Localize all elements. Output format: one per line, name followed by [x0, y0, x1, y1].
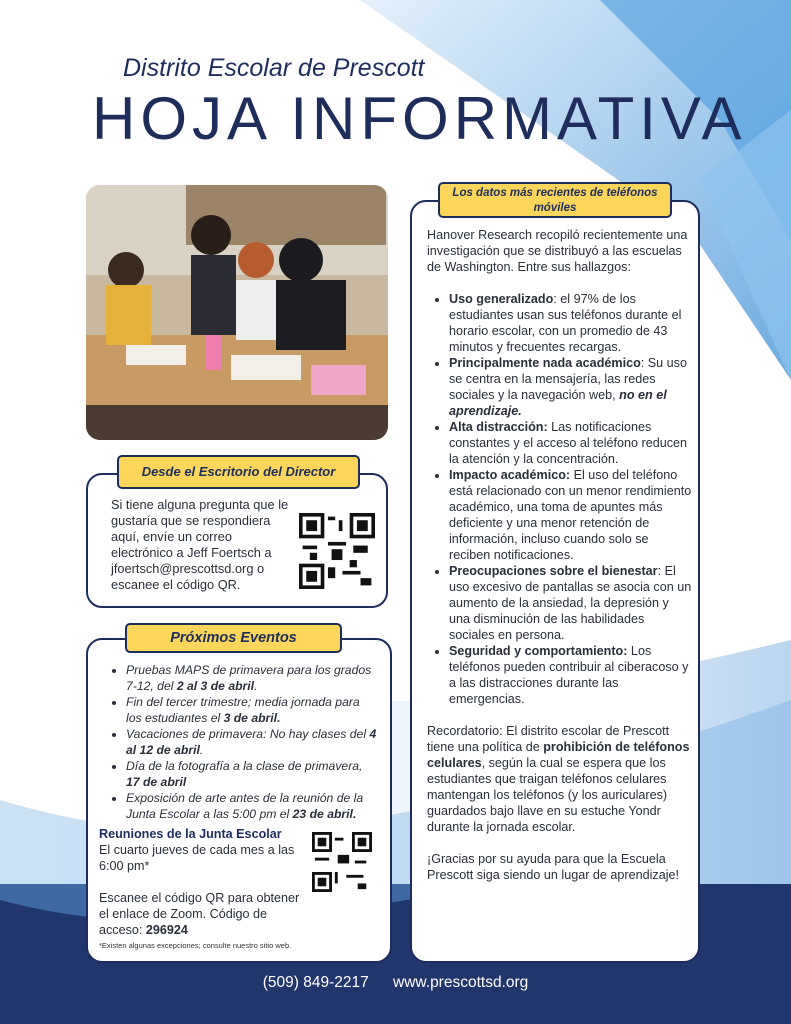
website-link[interactable]: www.prescottsd.org	[393, 974, 529, 991]
phones-content	[427, 227, 692, 883]
phones-box	[410, 200, 700, 963]
finding-item: • Impacto académico: El uso del teléfono está relacionado con un menor rendimiento académico, una toma de apuntes más deficiente y una menor retención de información, incluso cuando solo se reciben notificaciones.	[449, 467, 692, 563]
board-time: El cuarto jueves de cada mes a las 6:00 pm*	[99, 843, 295, 873]
director-qr-code[interactable]	[299, 513, 375, 589]
phones-heading: Los datos más recientes de teléfonos móviles	[438, 182, 672, 218]
thanks-message: ¡Gracias por su ayuda para que la Escuela Prescott siga siendo un lugar de aprendizaje!	[427, 852, 680, 882]
district-name: Distrito Escolar de Prescott	[123, 54, 425, 82]
event-item: • Pruebas MAPS de primavera para los grados 7-12, del 2 al 3 de abril.	[126, 662, 378, 694]
director-heading: Desde el Escritorio del Director	[117, 455, 360, 489]
event-item: • Vacaciones de primavera: No hay clases del 4 al 12 de abril.	[126, 726, 378, 758]
events-box	[86, 638, 392, 963]
policy-reminder: Recordatorio: El distrito escolar de Prescott tiene una política de prohibición de teléfonos celulares, según la cual se espera que los estudiantes que traigan teléfonos celulares mantengan los teléfonos (y los auriculares) guardados bajo llave en su estuche Yondr durante la jornada escolar.	[427, 724, 690, 834]
event-item: • Exposición de arte antes de la reunión de la Junta Escolar a las 5:00 pm el 23 de abril.	[126, 790, 378, 822]
board-info	[99, 826, 304, 938]
classroom-photo	[86, 185, 388, 440]
finding-item: • Preocupaciones sobre el bienestar: El uso excesivo de pantallas se asocia con un aumento de la ansiedad, la depresión y una disminución de las habilidades sociales en persona.	[449, 563, 692, 643]
board-heading: Reuniones de la Junta Escolar	[99, 827, 282, 841]
phones-intro: Hanover Research recopiló recientemente una investigación que se distribuyó a las escuelas de Washington. Entre sus hallazgos:	[427, 228, 688, 274]
phone-number: (509) 849-2217	[262, 974, 369, 991]
finding-item: • Seguridad y comportamiento: Los teléfonos pueden contribuir al ciberacoso y a las distracciones durante las emergencias.	[449, 643, 692, 707]
director-message: Si tiene alguna pregunta que le gustaría que se respondiera aquí, envíe un correo electrónico a Jeff Foertsch a jfoertsch@prescottsd.org o escanee el código QR.	[111, 497, 289, 592]
board-qr-text: Escanee el código QR para obtener el enlace de Zoom. Código de acceso:	[99, 891, 300, 937]
events-heading: Próximos Eventos	[125, 623, 342, 653]
event-item: • Fin del tercer trimestre; media jornada para los estudiantes el 3 de abril.	[126, 694, 378, 726]
events-list	[108, 662, 378, 822]
footnote: *Existen algunas excepciones; consulte nuestro sitio web.	[99, 941, 292, 950]
event-item: • Día de la fotografía a la clase de primavera, 17 de abril	[126, 758, 378, 790]
findings-list	[427, 291, 692, 707]
finding-item: • Principalmente nada académico: Su uso se centra en la mensajería, las redes sociales y la navegación web, no en el aprendizaje.	[449, 355, 692, 419]
finding-item: • Uso generalizado: el 97% de los estudiantes usan sus teléfonos durante el horario escolar, con un promedio de 43 minutos y frecuentes recargas.	[449, 291, 692, 355]
zoom-qr-code[interactable]	[312, 832, 372, 892]
page-title: HOJA INFORMATIVA	[92, 85, 747, 152]
director-box	[86, 473, 388, 608]
access-code: 296924	[145, 923, 188, 937]
footer	[0, 974, 791, 992]
finding-item: • Alta distracción: Las notificaciones constantes y el acceso al teléfono reducen la atención y la concentración.	[449, 419, 692, 467]
